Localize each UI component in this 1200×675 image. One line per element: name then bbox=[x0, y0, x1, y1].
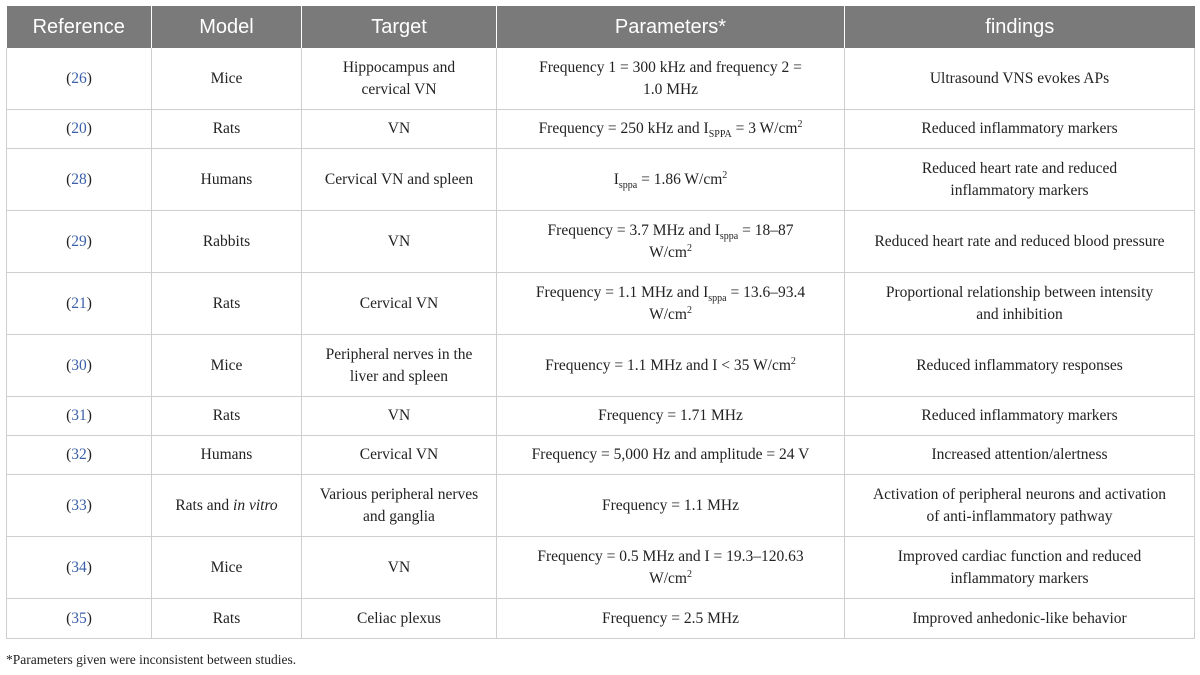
parameters-line bbox=[507, 242, 834, 264]
target-cell bbox=[302, 335, 497, 397]
reference-cell: (32) bbox=[7, 436, 152, 475]
model-text: Mice bbox=[210, 69, 243, 87]
parameters-text: Frequency = 0.5 MHz and I = 19.3–120.63 bbox=[537, 547, 804, 565]
parameters-text: Frequency = 2.5 MHz bbox=[601, 609, 740, 627]
header-model: Model bbox=[152, 6, 302, 48]
target-line: VN bbox=[387, 407, 411, 424]
reference-cell: (20) bbox=[7, 110, 152, 149]
reference-cell: (34) bbox=[7, 537, 152, 599]
model-italic-text: in vitro bbox=[233, 496, 278, 514]
target-line: Cervical VN bbox=[359, 294, 439, 312]
findings-line: Ultrasound VNS evokes APs bbox=[929, 69, 1110, 87]
parameters-line bbox=[507, 57, 834, 79]
reference-link[interactable]: 30 bbox=[71, 356, 87, 374]
target-cell bbox=[302, 475, 497, 537]
parameters-line bbox=[507, 220, 834, 242]
target-cell bbox=[302, 48, 497, 110]
reference-cell: (33) bbox=[7, 475, 152, 537]
parameters-superscript: 2 bbox=[686, 568, 692, 580]
parameters-line bbox=[507, 118, 834, 140]
parameters-superscript: 2 bbox=[790, 355, 796, 367]
parameters-line bbox=[507, 546, 834, 568]
target-line: liver and spleen bbox=[349, 367, 449, 385]
target-line: Hippocampus and bbox=[342, 58, 456, 76]
reference-cell: (31) bbox=[7, 397, 152, 436]
parameters-line bbox=[507, 355, 834, 377]
model-cell bbox=[152, 335, 302, 397]
target-line: VN bbox=[387, 120, 411, 137]
findings-cell bbox=[845, 397, 1195, 436]
model-cell bbox=[152, 149, 302, 211]
table-row bbox=[7, 335, 1195, 397]
findings-cell bbox=[845, 48, 1195, 110]
model-text: Rats bbox=[212, 407, 241, 424]
parameters-text: W/cm bbox=[649, 243, 687, 261]
header-parameters: Parameters* bbox=[497, 6, 845, 48]
reference-link[interactable]: 35 bbox=[71, 609, 87, 627]
target-line: VN bbox=[387, 232, 411, 250]
parameters-cell bbox=[497, 48, 845, 110]
target-cell bbox=[302, 397, 497, 436]
reference-link[interactable]: 29 bbox=[71, 232, 87, 250]
target-cell bbox=[302, 149, 497, 211]
reference-link[interactable]: 20 bbox=[71, 120, 87, 137]
table-row bbox=[7, 599, 1195, 639]
parameters-cell bbox=[497, 599, 845, 639]
findings-line: Reduced heart rate and reduced blood pressure bbox=[874, 232, 1165, 250]
target-line: cervical VN bbox=[361, 80, 437, 98]
target-cell bbox=[302, 436, 497, 475]
model-cell bbox=[152, 397, 302, 436]
parameters-cell bbox=[497, 273, 845, 335]
reference-link[interactable]: 28 bbox=[71, 170, 87, 188]
table-row bbox=[7, 48, 1195, 110]
parameters-text: = 18–87 bbox=[738, 221, 794, 239]
findings-cell bbox=[845, 475, 1195, 537]
parameters-text: W/cm bbox=[649, 569, 687, 587]
model-cell bbox=[152, 48, 302, 110]
findings-line: Improved anhedonic-like behavior bbox=[912, 609, 1127, 627]
parameters-superscript: 2 bbox=[686, 304, 692, 316]
parameters-cell bbox=[497, 537, 845, 599]
table-row bbox=[7, 149, 1195, 211]
parameters-text: Frequency = 1.1 MHz and I < 35 W/cm bbox=[545, 356, 791, 374]
target-line: Various peripheral nerves bbox=[319, 485, 479, 503]
model-text: Mice bbox=[210, 558, 243, 576]
model-cell bbox=[152, 211, 302, 273]
parameters-line bbox=[507, 282, 834, 304]
table-row bbox=[7, 537, 1195, 599]
parameters-cell bbox=[497, 475, 845, 537]
target-cell bbox=[302, 211, 497, 273]
parameters-text: Frequency = 1.1 MHz and I bbox=[535, 283, 709, 301]
parameters-text: 1.0 MHz bbox=[642, 80, 699, 98]
parameters-text: = 3 W/cm bbox=[731, 120, 798, 137]
findings-cell bbox=[845, 537, 1195, 599]
parameters-text: = 1.86 W/cm bbox=[637, 170, 723, 188]
parameters-line bbox=[507, 608, 834, 630]
target-line: VN bbox=[387, 558, 411, 576]
model-text: Rabbits bbox=[202, 232, 251, 250]
reference-cell: (21) bbox=[7, 273, 152, 335]
findings-line: Improved cardiac function and reduced bbox=[897, 547, 1142, 565]
parameters-text: Frequency = 5,000 Hz and amplitude = 24 V bbox=[531, 446, 810, 463]
reference-link[interactable]: 33 bbox=[71, 496, 87, 514]
reference-link[interactable]: 31 bbox=[71, 407, 87, 424]
parameters-cell bbox=[497, 110, 845, 149]
reference-link[interactable]: 21 bbox=[71, 294, 87, 312]
parameters-cell bbox=[497, 335, 845, 397]
parameters-line bbox=[507, 444, 834, 466]
target-line: Celiac plexus bbox=[357, 609, 441, 627]
parameters-line bbox=[507, 304, 834, 326]
parameters-line bbox=[507, 169, 834, 191]
model-cell bbox=[152, 436, 302, 475]
findings-line: Activation of peripheral neurons and activation bbox=[872, 485, 1167, 503]
reference-link[interactable]: 32 bbox=[71, 446, 87, 463]
parameters-subscript: sppa bbox=[719, 230, 739, 242]
model-text: Rats bbox=[212, 294, 241, 312]
model-text: Rats bbox=[212, 609, 241, 627]
parameters-superscript: 2 bbox=[686, 242, 692, 254]
parameters-cell bbox=[497, 211, 845, 273]
parameters-line bbox=[507, 405, 834, 427]
table-row bbox=[7, 436, 1195, 475]
parameters-subscript: sppa bbox=[708, 292, 727, 304]
reference-link[interactable]: 34 bbox=[71, 558, 87, 576]
parameters-cell bbox=[497, 149, 845, 211]
header-target: Target bbox=[302, 6, 497, 48]
parameters-line bbox=[507, 495, 834, 517]
findings-cell bbox=[845, 149, 1195, 211]
reference-cell: (30) bbox=[7, 335, 152, 397]
findings-line: of anti-inflammatory pathway bbox=[926, 507, 1113, 525]
findings-cell bbox=[845, 335, 1195, 397]
parameters-text: W/cm bbox=[649, 305, 687, 323]
reference-cell: (29) bbox=[7, 211, 152, 273]
findings-cell bbox=[845, 211, 1195, 273]
findings-line: Reduced heart rate and reduced bbox=[921, 159, 1118, 177]
parameters-superscript: 2 bbox=[797, 118, 803, 130]
target-line: Peripheral nerves in the bbox=[325, 345, 473, 363]
target-line: Cervical VN bbox=[359, 446, 439, 463]
model-cell bbox=[152, 537, 302, 599]
model-text: Rats and bbox=[175, 496, 234, 514]
parameters-line bbox=[507, 568, 834, 590]
findings-line: Reduced inflammatory responses bbox=[916, 356, 1123, 374]
parameters-text: I bbox=[613, 170, 619, 188]
parameters-cell bbox=[497, 397, 845, 436]
findings-line: Increased attention/alertness bbox=[931, 446, 1108, 463]
target-cell bbox=[302, 273, 497, 335]
table-row bbox=[7, 211, 1195, 273]
parameters-subscript: SPPA bbox=[708, 129, 732, 141]
parameters-text: Frequency = 1.71 MHz bbox=[598, 407, 743, 424]
model-cell bbox=[152, 110, 302, 149]
study-table bbox=[6, 6, 1195, 639]
parameters-cell bbox=[497, 436, 845, 475]
reference-cell: (35) bbox=[7, 599, 152, 639]
model-text: Humans bbox=[200, 170, 253, 188]
findings-cell bbox=[845, 436, 1195, 475]
model-cell bbox=[152, 273, 302, 335]
findings-cell bbox=[845, 110, 1195, 149]
target-cell bbox=[302, 599, 497, 639]
reference-cell: (28) bbox=[7, 149, 152, 211]
parameters-text: Frequency = 250 kHz and I bbox=[538, 120, 709, 137]
header-findings: findings bbox=[845, 6, 1195, 48]
findings-line: Reduced inflammatory markers bbox=[921, 120, 1118, 137]
parameters-text: = 13.6–93.4 bbox=[726, 283, 806, 301]
parameters-text: Frequency 1 = 300 kHz and frequency 2 = bbox=[539, 58, 802, 76]
model-text: Rats bbox=[212, 120, 241, 137]
target-line: Cervical VN and spleen bbox=[324, 170, 474, 188]
table-row bbox=[7, 110, 1195, 149]
findings-line: inflammatory markers bbox=[950, 181, 1089, 199]
table-row bbox=[7, 273, 1195, 335]
target-cell bbox=[302, 110, 497, 149]
target-cell bbox=[302, 537, 497, 599]
table-body bbox=[7, 48, 1195, 639]
findings-line: Proportional relationship between intensity bbox=[885, 283, 1154, 301]
reference-link[interactable]: 26 bbox=[71, 69, 87, 87]
parameters-line bbox=[507, 79, 834, 101]
model-text: Humans bbox=[200, 446, 253, 463]
model-cell bbox=[152, 599, 302, 639]
parameters-text: Frequency = 3.7 MHz and I bbox=[547, 221, 720, 239]
table-row bbox=[7, 397, 1195, 436]
findings-line: inflammatory markers bbox=[950, 569, 1089, 587]
findings-cell bbox=[845, 273, 1195, 335]
header-row bbox=[7, 6, 1195, 48]
target-line: and ganglia bbox=[363, 507, 435, 525]
parameters-subscript: sppa bbox=[618, 179, 638, 191]
model-text: Mice bbox=[210, 356, 243, 374]
header-reference: Reference bbox=[7, 6, 152, 48]
model-cell bbox=[152, 475, 302, 537]
table-row bbox=[7, 475, 1195, 537]
parameters-superscript: 2 bbox=[722, 169, 728, 181]
footnote: *Parameters given were inconsistent between studies. bbox=[6, 652, 297, 667]
reference-cell: (26) bbox=[7, 48, 152, 110]
parameters-text: Frequency = 1.1 MHz bbox=[601, 496, 740, 514]
findings-cell bbox=[845, 599, 1195, 639]
findings-line: Reduced inflammatory markers bbox=[921, 407, 1118, 424]
findings-line: and inhibition bbox=[976, 305, 1063, 323]
